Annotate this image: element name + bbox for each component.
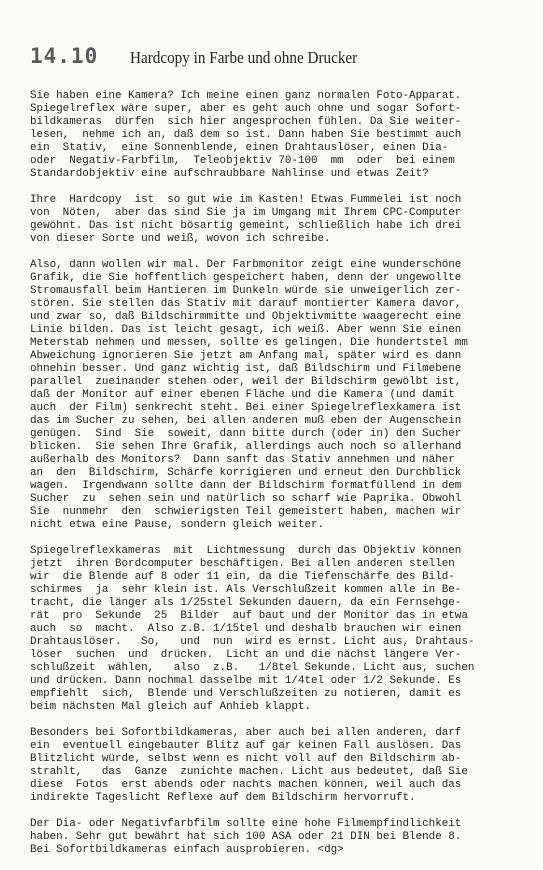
text-line: rät pro Sekunde 25 Bilder auf baut und der Monitor das in etwa: [30, 610, 468, 622]
text-line: und drücken. Dann nochmal dasselbe mit 1/4tel oder 1/2 Sekunde. Es: [30, 675, 462, 687]
text-line: auch so macht. Also z.B. 1/15tel und deshalb brauchen wir einen: [30, 623, 462, 635]
text-line: wagen. Irgendwann sollte dann der Bildschirm formatfüllend in dem: [30, 480, 462, 492]
paragraph-camera-requirements: [30, 90, 520, 181]
text-line: und zwar so, daß Bildschirmmitte und Objektivmitte waagerecht eine: [30, 311, 462, 323]
text-line: gewöhnt. Das ist nicht bösartig gemeint, schließlich habe ich drei: [30, 220, 462, 232]
text-line: an den Bildschirm, Schärfe korrigieren und erneut den Durchblick: [30, 467, 462, 479]
paragraph-flash-warning: [30, 727, 520, 805]
text-line: stören. Sie stellen das Stativ mit darauf montierter Kamera davor,: [30, 298, 462, 310]
text-line: lesen, nehme ich an, daß dem so ist. Dann haben Sie bestimmt auch: [30, 129, 462, 141]
text-line: schirmes ja sehr klein ist. Als Verschlußzeit kommen alle in Be-: [30, 584, 462, 596]
text-line: Sucher zu sehen sein und natürlich so scharf wie Paprika. Obwohl: [30, 493, 462, 505]
text-line: auch der Film) senkrecht steht. Bei einer Spiegelreflexkamera ist: [30, 402, 462, 414]
text-line: jetzt ihren Bordcomputer beschäftigen. Bei allen anderen stellen: [30, 558, 455, 570]
text-line: Standardobjektiv eine aufschraubbare Nahlinse und etwas Zeit?: [30, 168, 429, 180]
text-line: Sie nunmehr den schwierigsten Teil gemeistert haben, machen wir: [30, 506, 462, 518]
text-line: Ihre Hardcopy ist so gut wie im Kasten! Etwas Fummelei ist noch: [30, 194, 462, 206]
text-line: strahlt, das Ganze zunichte machen. Licht aus bedeutet, daß Sie: [30, 766, 468, 778]
section-title: Hardcopy in Farbe und ohne Drucker: [130, 48, 358, 67]
text-line: haben. Sehr gut bewährt hat sich 100 ASA oder 21 DIN bei Blende 8.: [30, 831, 462, 843]
text-line: außerhalb des Monitors? Dann sanft das Stativ annehmen und näher: [30, 454, 455, 466]
text-line: Also, dann wollen wir mal. Der Farbmonitor zeigt eine wunderschöne: [30, 259, 462, 271]
text-line: bildkameras dürfen sich hier angesprochen fühlen. Da Sie weiter-: [30, 116, 462, 128]
text-line: blicken. Sie sehen Ihre Grafik, allerdings auch noch so allerhand: [30, 441, 462, 453]
text-line: nicht etwa eine Pause, sondern gleich weiter.: [30, 519, 325, 531]
text-line: ohnehin besser. Und ganz wichtig ist, daß Bildschirm und Filmebene: [30, 363, 462, 375]
text-line: beim nächsten Mal gleich auf Anhieb klappt.: [30, 701, 312, 713]
section-header: [30, 44, 377, 74]
text-line: empfiehlt sich, Blende und Verschlußzeiten zu notieren, damit es: [30, 688, 462, 700]
document-body: [30, 90, 520, 870]
text-line: löser suchen und drücken. Licht an und die nächst längere Ver-: [30, 649, 462, 661]
paragraph-exposure: [30, 545, 520, 714]
text-line: genügen. Sind Sie soweit, dann bitte durch (oder in) den Sucher: [30, 428, 462, 440]
text-line: Drahtauslöser. So, und nun wird es ernst. Licht aus, Drahtaus-: [30, 636, 475, 648]
text-line: schlußzeit wählen, also z.B. 1/8tel Sekunde. Licht aus, suchen: [30, 662, 475, 674]
text-line: von dieser Sorte und weiß, wovon ich schreibe.: [30, 233, 331, 245]
text-line: oder Negativ-Farbfilm, Teleobjektiv 70-100 mm oder bei einem: [30, 155, 455, 167]
text-line: Spiegelreflexkameras mit Lichtmessung durch das Objektiv können: [30, 545, 462, 557]
text-line: das im Sucher zu sehen, bei allen anderen muß eben der Augenschein: [30, 415, 462, 427]
text-line: wir die Blende auf 8 oder 11 ein, da die Tiefenschärfe des Bild-: [30, 571, 455, 583]
paragraph-hardcopy-intro: [30, 194, 520, 246]
text-line: diese Fotos erst abends oder nachts machen können, weil auch das: [30, 779, 462, 791]
text-line: von Nöten, aber das sind Sie ja im Umgang mit Ihrem CPC-Computer: [30, 207, 462, 219]
text-line: Bei Sofortbildkameras einfach ausprobieren. <dg>: [30, 844, 344, 856]
text-line: Grafik, die Sie hoffentlich gespeichert haben, denn der ungewollte: [30, 272, 462, 284]
text-line: Abweichung ignorieren Sie jetzt am Anfang mal, später wird es dann: [30, 350, 462, 362]
text-line: Linie bilden. Das ist leicht gesagt, ich weiß. Aber wenn Sie einen: [30, 324, 462, 336]
section-number: 14.10: [30, 44, 99, 68]
text-line: ein Stativ, eine Sonnenblende, einen Drahtauslöser, einen Dia-: [30, 142, 449, 154]
text-line: Spiegelreflex wäre super, aber es geht auch ohne und sogar Sofort-: [30, 103, 462, 115]
text-line: indirekte Tageslicht Reflexe auf dem Bildschirm hervorruft.: [30, 792, 416, 804]
text-line: Besonders bei Sofortbildkameras, aber auch bei allen anderen, darf: [30, 727, 462, 739]
paragraph-setup: [30, 259, 520, 532]
text-line: daß der Monitor auf einer ebenen Fläche und die Kamera (und damit: [30, 389, 455, 401]
text-line: Stromausfall beim Hantieren im Dunkeln würde sie unweigerlich zer-: [30, 285, 462, 297]
text-line: Der Dia- oder Negativfarbfilm sollte eine hohe Filmempfindlichkeit: [30, 818, 462, 830]
text-line: parallel zueinander stehen oder, weil der Bildschirm gewölbt ist,: [30, 376, 462, 388]
text-line: Sie haben eine Kamera? Ich meine einen ganz normalen Foto-Apparat.: [30, 90, 462, 102]
text-line: Blitzlicht würde, selbst wenn es nicht voll auf den Bildschirm ab-: [30, 753, 462, 765]
paragraph-film: [30, 818, 520, 857]
text-line: ein eventuell eingebauter Blitz auf gar keinen Fall auslösen. Das: [30, 740, 462, 752]
text-line: Meterstab nehmen und messen, sollte es gelingen. Die hundertstel mm: [30, 337, 468, 349]
text-line: tracht, die länger als 1/25stel Sekunden dauern, da ein Fernsehge-: [30, 597, 462, 609]
